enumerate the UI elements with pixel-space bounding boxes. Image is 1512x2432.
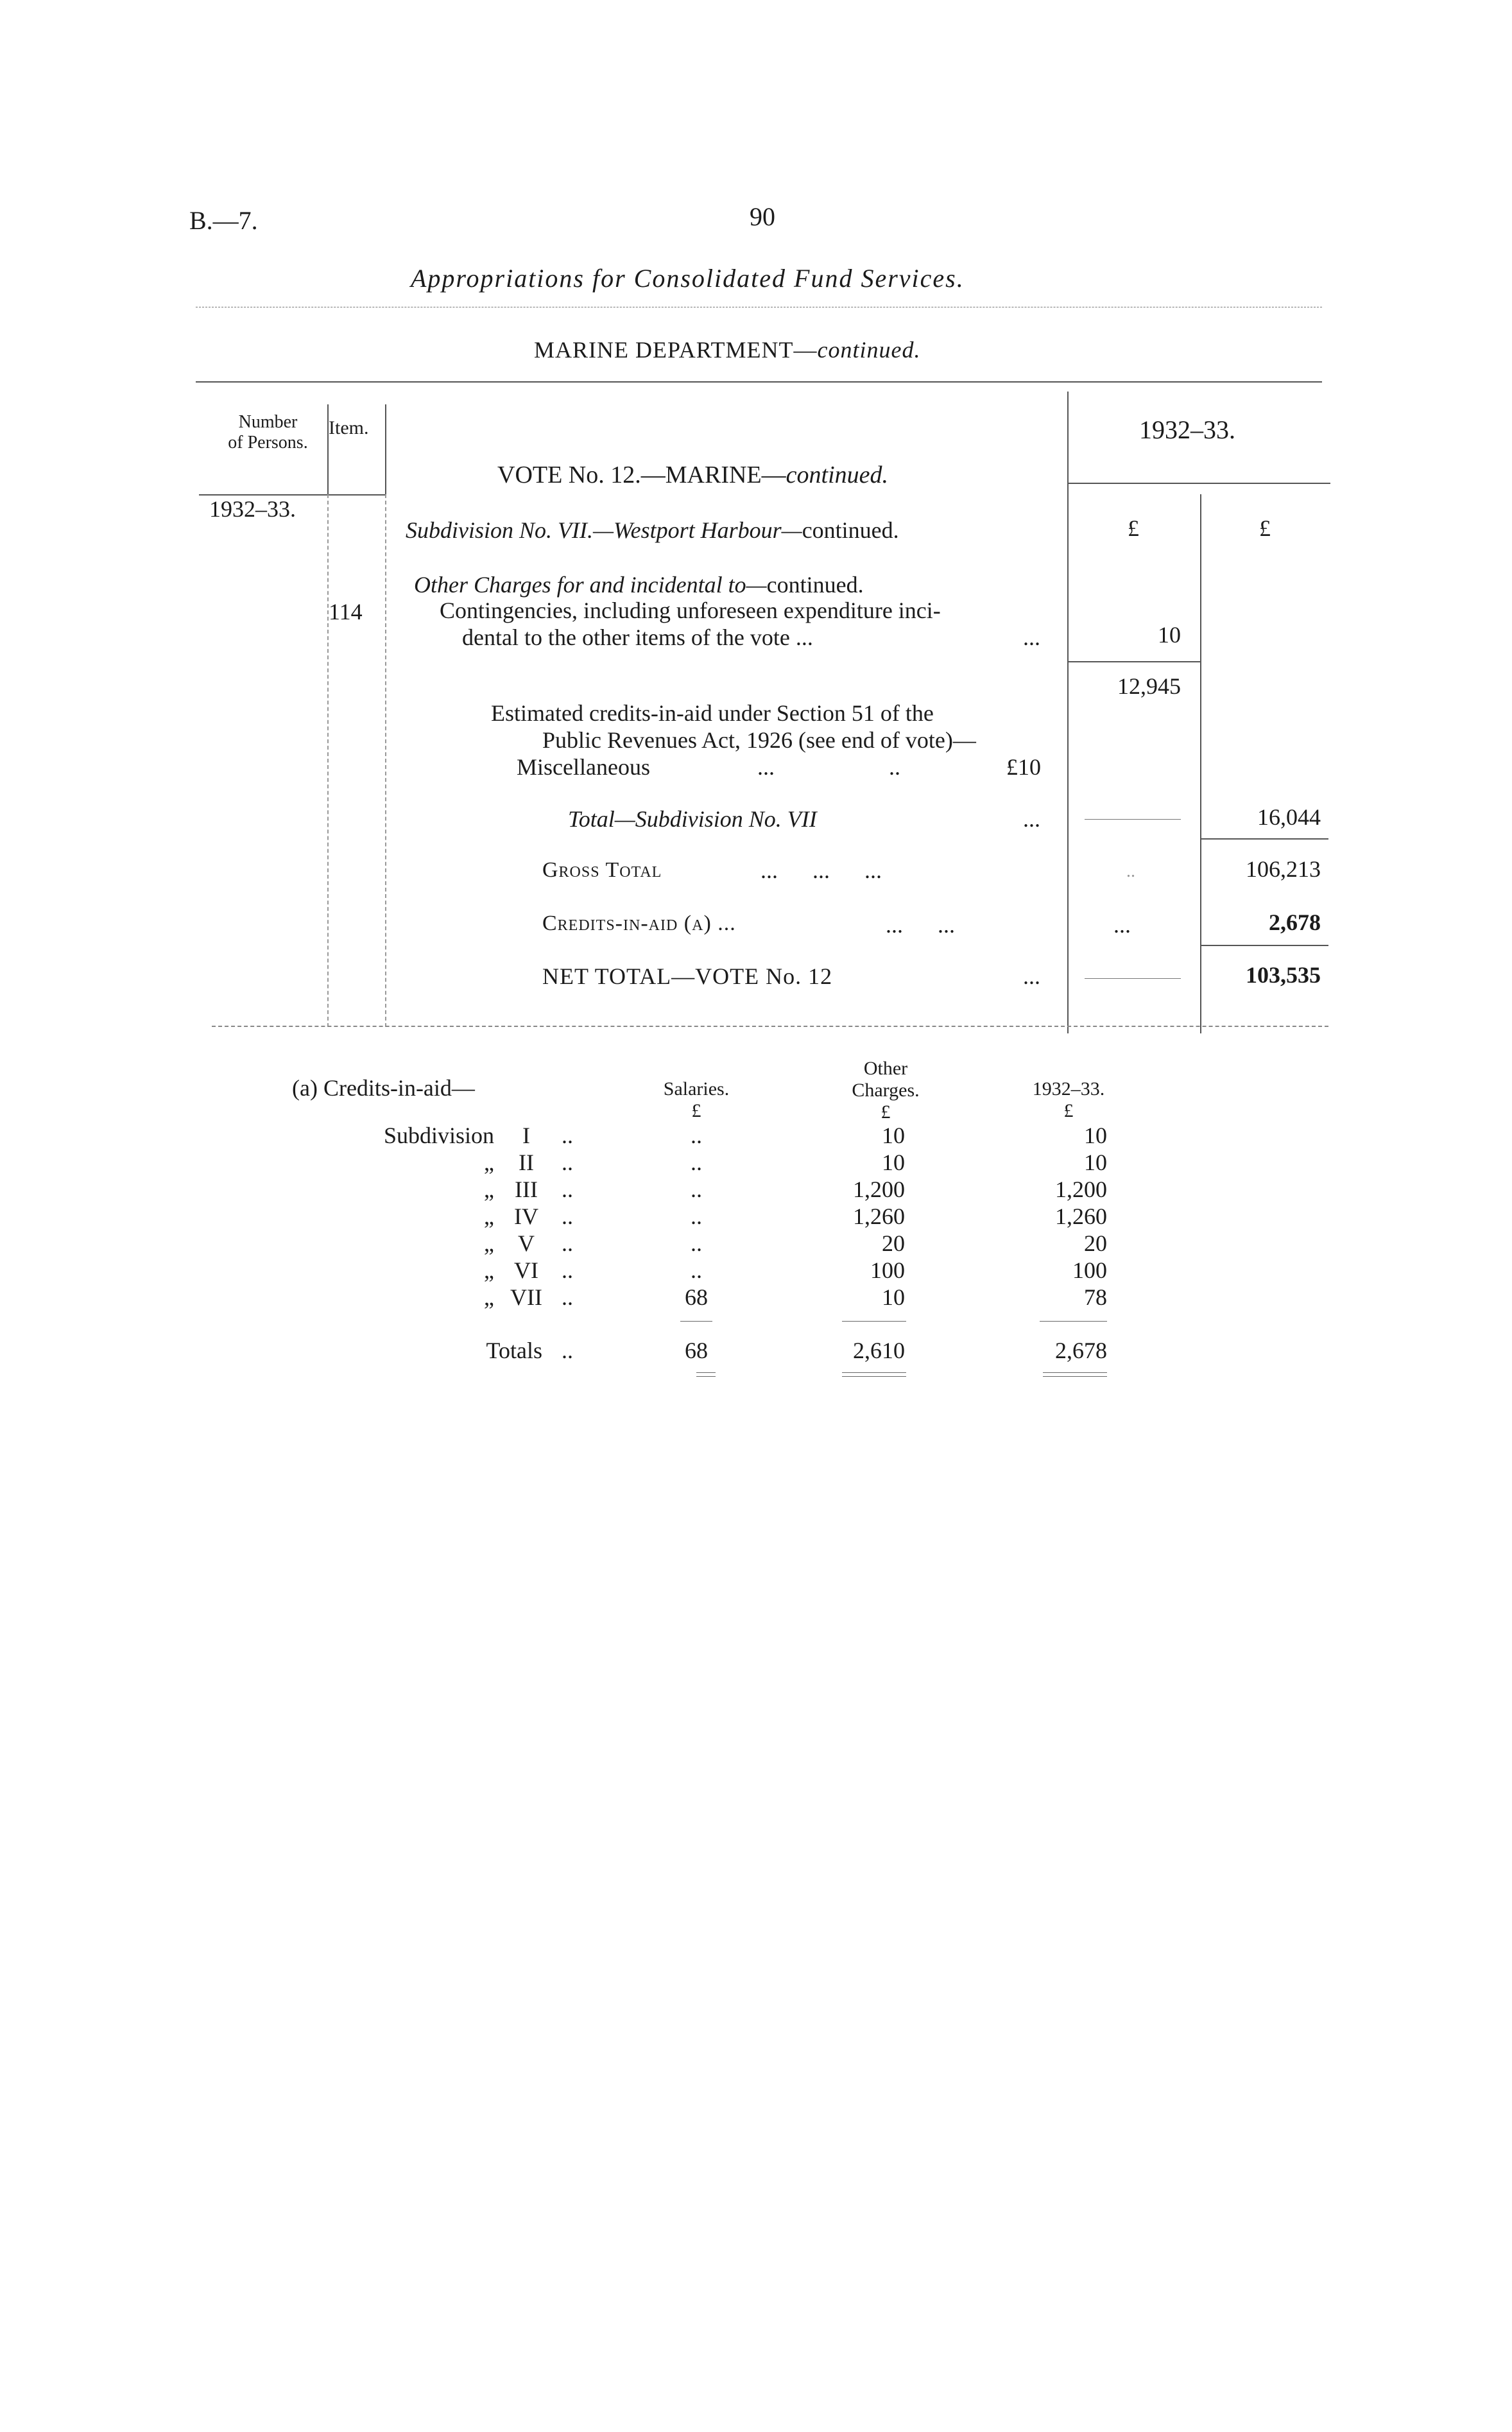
persons-header-line2: of Persons. — [228, 433, 308, 453]
year-double-rule-1 — [1043, 1372, 1107, 1373]
footnote-year-title: 1932–33. — [1032, 1078, 1105, 1100]
row-dots: .. — [562, 1123, 573, 1148]
table-row — [0, 1284, 1512, 1311]
row-salaries: .. — [691, 1123, 702, 1148]
credits-line3-dots1: ... — [757, 754, 775, 780]
row-total: 1,260 — [1055, 1203, 1107, 1229]
row-total: 10 — [1084, 1150, 1107, 1175]
salaries-double-rule-1 — [696, 1372, 716, 1373]
salaries-sum-rule — [680, 1321, 712, 1322]
currency-col1: £ — [1128, 515, 1139, 541]
vote-heading-text: VOTE No. 12.—MARINE— — [497, 461, 786, 488]
row-salaries: .. — [691, 1257, 702, 1283]
row-dots: .. — [562, 1230, 573, 1256]
other-charges-suffix: continued. — [766, 572, 864, 598]
other-double-rule-1 — [842, 1372, 906, 1373]
item-amount: 10 — [1158, 622, 1181, 648]
item-number: 114 — [329, 599, 363, 625]
footnote-label: (a) Credits-in-aid— — [292, 1075, 475, 1101]
row-dots: .. — [562, 1203, 573, 1229]
vote-heading — [497, 461, 888, 489]
row-prefix: Subdivision — [383, 1123, 494, 1148]
totals-dots: .. — [562, 1338, 573, 1363]
row-total: 10 — [1084, 1123, 1107, 1148]
vote-heading-suffix: continued. — [786, 461, 888, 488]
row-prefix: „ — [484, 1284, 494, 1310]
footnote-year-unit: £ — [1063, 1100, 1074, 1121]
credits-in-aid-col1: ... — [1113, 912, 1131, 938]
row-total: 1,200 — [1055, 1177, 1107, 1202]
credits-line3-label: Miscellaneous — [517, 754, 650, 780]
totals-year: 2,678 — [1055, 1338, 1107, 1363]
credits-in-aid-amount: 2,678 — [1269, 910, 1321, 935]
footnote-other-header — [831, 1058, 940, 1123]
table-top-rule — [196, 381, 1322, 383]
row-total: 20 — [1084, 1230, 1107, 1256]
row-prefix: „ — [484, 1177, 494, 1202]
totals-label: Totals — [486, 1338, 542, 1363]
subdivision-heading — [406, 517, 899, 544]
row-other: 10 — [882, 1284, 905, 1310]
subtotal-amount: 12,945 — [1117, 673, 1181, 699]
row-other: 1,200 — [853, 1177, 905, 1202]
footnote-other-unit: £ — [881, 1101, 891, 1123]
total-subdivision-amount: 16,044 — [1257, 804, 1321, 830]
credits-line3-amount: £10 — [1006, 754, 1041, 780]
footnote-other-line1: Other — [863, 1058, 908, 1079]
item-col-left-dashed — [327, 494, 329, 1027]
row-numeral: V — [518, 1230, 535, 1256]
department-name: MARINE DEPARTMENT— — [534, 337, 818, 363]
gross-total-col1: .. — [1126, 861, 1135, 881]
item-col-right-dashed — [385, 494, 386, 1027]
table-row — [0, 1230, 1512, 1257]
currency-col2: £ — [1259, 515, 1271, 541]
row-other: 20 — [882, 1230, 905, 1256]
item-dots: ... — [1023, 625, 1040, 650]
row-dots: .. — [562, 1257, 573, 1283]
department-suffix: continued. — [817, 337, 921, 363]
item-header: Item. — [329, 417, 369, 438]
amount-col-mid-rule — [1200, 494, 1201, 1033]
credits-in-aid-rule — [1200, 945, 1328, 946]
row-prefix: „ — [484, 1203, 494, 1229]
gross-total-label: Gross Total — [542, 858, 662, 882]
item-line1: Contingencies, including unforeseen expenditure inci- — [440, 598, 941, 623]
table-row — [0, 1257, 1512, 1284]
row-dots: .. — [562, 1177, 573, 1202]
document-reference: B.—7. — [189, 206, 258, 235]
credits-line3-dots2: .. — [889, 754, 900, 780]
row-salaries: 68 — [685, 1284, 708, 1310]
item-col-right-rule — [385, 404, 386, 494]
amount-col-left-rule — [1067, 392, 1069, 1033]
row-dots: .. — [562, 1284, 573, 1310]
row-prefix: „ — [484, 1257, 494, 1283]
year-double-rule-2 — [1043, 1376, 1107, 1377]
other-sum-rule — [842, 1321, 906, 1322]
table-row — [0, 1149, 1512, 1176]
row-other: 10 — [882, 1150, 905, 1175]
year-header: 1932–33. — [1139, 415, 1235, 444]
total-subdivision-dots: ... — [1023, 806, 1040, 832]
item-line2: dental to the other items of the vote ... — [462, 625, 813, 650]
net-total-dash — [1085, 978, 1181, 979]
other-charges-heading — [414, 571, 864, 598]
gross-total-amount: 106,213 — [1246, 856, 1321, 882]
subdivision-suffix: continued. — [802, 517, 899, 543]
row-total: 100 — [1072, 1257, 1107, 1283]
row-numeral: IV — [514, 1203, 538, 1229]
row-numeral: II — [519, 1150, 534, 1175]
row-salaries: .. — [691, 1150, 702, 1175]
credits-line2: Public Revenues Act, 1926 (see end of vote)— — [542, 727, 976, 753]
footnote-other-line2: Charges. — [852, 1080, 920, 1101]
total-subdivision-rule — [1200, 838, 1328, 840]
table-row — [0, 1122, 1512, 1149]
persons-year: 1932–33. — [209, 496, 296, 522]
year-sum-rule — [1040, 1321, 1107, 1322]
total-subdivision-dash — [1085, 819, 1181, 820]
item-col-left-rule — [327, 404, 329, 494]
salaries-double-rule-2 — [696, 1376, 716, 1377]
row-other: 10 — [882, 1123, 905, 1148]
department-heading — [534, 336, 921, 363]
subdivision-italic: Subdivision No. VII.—Westport Harbour— — [406, 517, 802, 543]
gross-total-dots: ... ... ... — [760, 858, 882, 883]
credits-in-aid-dots: ... ... — [886, 912, 955, 938]
net-total-amount: 103,535 — [1246, 962, 1321, 988]
page-title: Appropriations for Consolidated Fund Services. — [411, 264, 965, 293]
footnote-salaries-header — [648, 1078, 744, 1122]
other-double-rule-2 — [842, 1376, 906, 1377]
table-row — [0, 1176, 1512, 1203]
footnote-year-header — [1020, 1078, 1117, 1122]
credits-line1: Estimated credits-in-aid under Section 51 of the — [491, 700, 934, 726]
row-numeral: VII — [510, 1284, 542, 1310]
row-salaries: .. — [691, 1177, 702, 1202]
row-numeral: III — [515, 1177, 538, 1202]
other-charges-italic: Other Charges for and incidental to— — [414, 572, 767, 598]
totals-salaries: 68 — [685, 1338, 708, 1363]
footnote-salaries-unit: £ — [691, 1100, 701, 1121]
year-underline — [1067, 483, 1330, 484]
table-row — [0, 1203, 1512, 1230]
row-salaries: .. — [691, 1203, 702, 1229]
row-other: 1,260 — [853, 1203, 905, 1229]
row-numeral: VI — [514, 1257, 538, 1283]
item-sum-rule — [1067, 661, 1200, 662]
persons-header-line1: Number — [238, 412, 298, 432]
row-numeral: I — [522, 1123, 530, 1148]
row-other: 100 — [870, 1257, 905, 1283]
persons-header — [209, 412, 327, 453]
row-total: 78 — [1084, 1284, 1107, 1310]
table-bottom-rule — [212, 1026, 1328, 1027]
totals-other: 2,610 — [853, 1338, 905, 1363]
total-subdivision-label: Total—Subdivision No. VII — [568, 806, 817, 832]
row-salaries: .. — [691, 1230, 702, 1256]
page-number: 90 — [750, 202, 775, 231]
row-dots: .. — [562, 1150, 573, 1175]
credits-in-aid-label: Credits-in-aid (a) ... — [542, 911, 736, 935]
footnote-salaries-title: Salaries. — [663, 1078, 730, 1100]
net-total-dots: ... — [1023, 963, 1040, 989]
row-prefix: „ — [484, 1150, 494, 1175]
net-total-label: NET TOTAL—VOTE No. 12 — [542, 963, 833, 989]
row-prefix: „ — [484, 1230, 494, 1256]
